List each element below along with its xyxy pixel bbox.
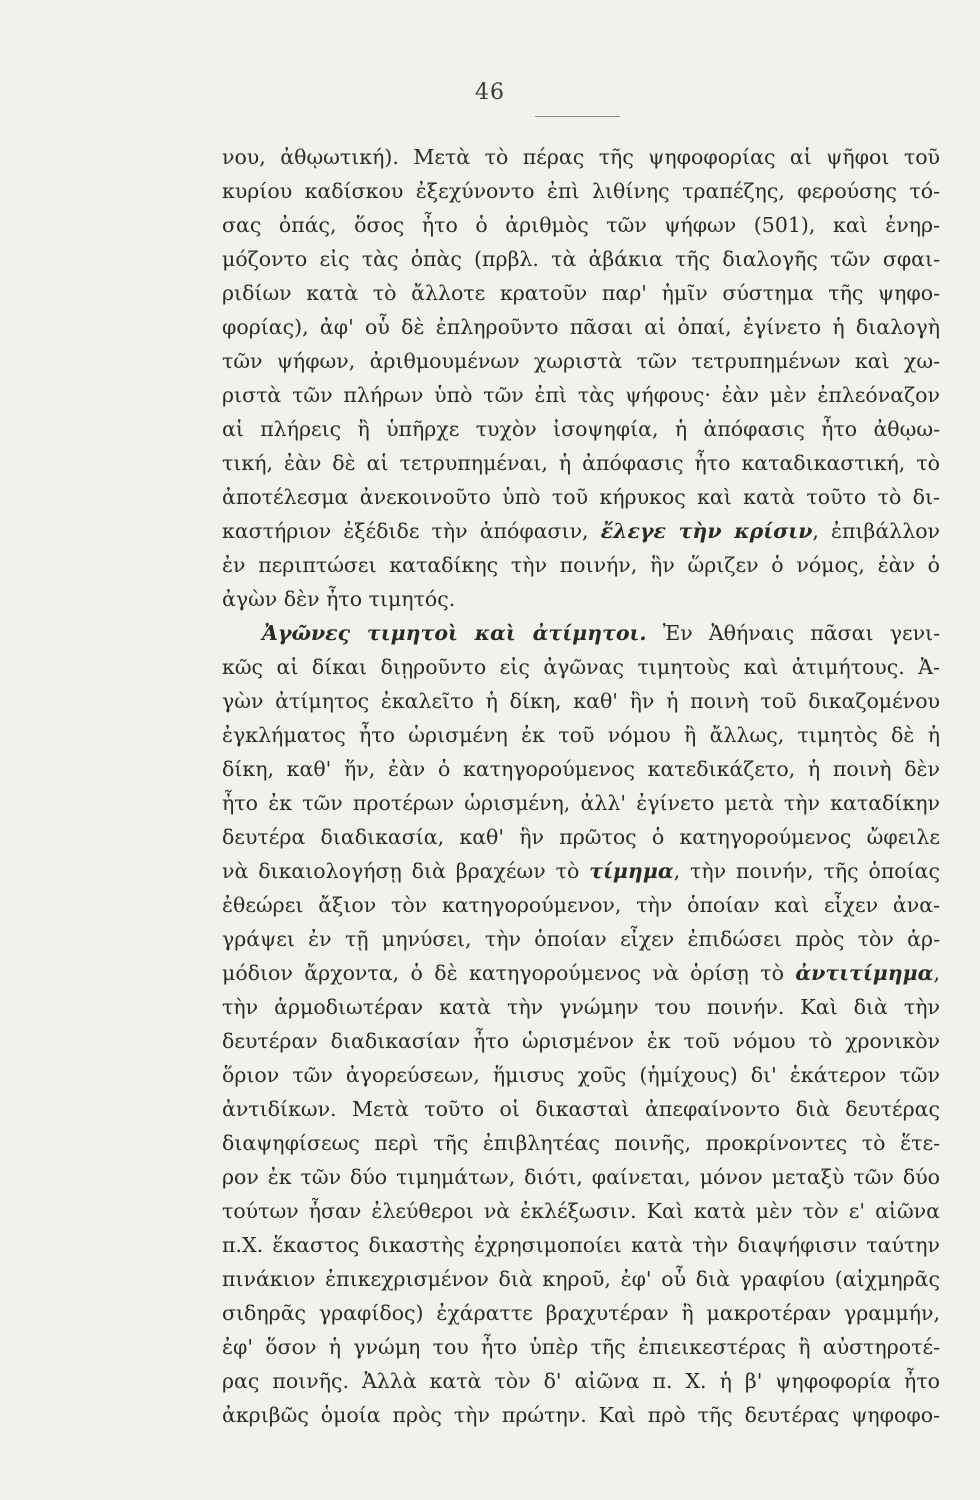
text-line: ριδίων κατὰ τὸ ἄλλοτε κρατοῦν παρ' ἡμῖν σύστημα τῆς ψηφο- bbox=[222, 281, 940, 305]
text-segment: Ἐν Ἀθήναις πᾶσαι γενι- bbox=[646, 621, 940, 645]
page-number: 46 bbox=[475, 80, 505, 105]
text-line: διαψηφίσεως περὶ τῆς ἐπιβλητέας ποινῆς, προκρίνοντες τὸ ἕτε- bbox=[222, 1131, 940, 1155]
text-line: σιδηρᾶς γραφίδος) ἐχάραττε βραχυτέραν ἢ μακροτέραν γραμμήν, bbox=[222, 1301, 940, 1325]
text-line: φορίας), ἀφ' οὗ δὲ ἐπληροῦντο πᾶσαι αἱ ὀπαί, ἐγίνετο ἡ διαλογὴ bbox=[222, 315, 940, 339]
page-number-rule bbox=[535, 116, 620, 117]
text-line: ἐφ' ὅσον ἡ γνώμη του ἦτο ὑπὲρ τῆς ἐπιεικεστέρας ἢ αὐστηροτέ- bbox=[222, 1335, 940, 1359]
text-line: γράψει ἐν τῇ μηνύσει, τὴν ὁποίαν εἶχεν ἐπιδώσει πρὸς τὸν ἁρ- bbox=[222, 927, 940, 951]
emphasis-term: ἀντιτίμημα bbox=[795, 961, 934, 985]
text-line: ἀγὼν δὲν ἦτο τιμητός. bbox=[222, 587, 456, 611]
text-segment: καστήριον ἐξέδιδε τὴν ἀπόφασιν, bbox=[222, 519, 589, 543]
text-line: νου, ἀθῳωτική). Μετὰ τὸ πέρας τῆς ψηφοφορίας αἱ ψῆφοι τοῦ bbox=[222, 145, 940, 169]
text-line bbox=[222, 854, 940, 888]
text-line bbox=[222, 514, 940, 548]
text-line bbox=[222, 956, 940, 990]
text-line: ἦτο ἐκ τῶν προτέρων ὡρισμένη, ἀλλ' ἐγίνετο μετὰ τὴν καταδίκην bbox=[222, 791, 940, 815]
text-line: πινάκιον ἐπικεχρισμένον διὰ κηροῦ, ἐφ' οὗ διὰ γραφίου (αἰχμηρᾶς bbox=[222, 1267, 940, 1291]
text-line: ἐθεώρει ἄξιον τὸν κατηγορούμενον, τὴν ὁποίαν καὶ εἶχεν ἀνα- bbox=[222, 893, 940, 917]
text-line: αἱ πλήρεις ἢ ὑπῆρχε τυχὸν ἰσοψηφία, ἡ ἀπόφασις ἦτο ἀθῳω- bbox=[222, 417, 940, 441]
text-line: ἀποτέλεσμα ἀνεκοινοῦτο ὑπὸ τοῦ κήρυκος καὶ κατὰ τοῦτο τὸ δι- bbox=[222, 485, 940, 509]
text-segment: νὰ δικαιολογήσῃ διὰ βραχέων τὸ bbox=[222, 859, 580, 883]
text-line: δίκη, καθ' ἥν, ἐὰν ὁ κατηγορούμενος κατεδικάζετο, ἡ ποινὴ δὲν bbox=[222, 757, 940, 781]
body-text bbox=[222, 140, 940, 1432]
text-segment: , ἐπιβάλλον bbox=[812, 519, 940, 543]
text-line: τική, ἐὰν δὲ αἱ τετρυπημέναι, ἡ ἀπόφασις ἦτο καταδικαστική, τὸ bbox=[222, 451, 940, 475]
text-segment: , bbox=[933, 961, 940, 985]
text-line: ἀκριβῶς ὁμοία πρὸς τὴν πρώτην. Καὶ πρὸ τῆς δευτέρας ψηφοφο- bbox=[222, 1403, 940, 1427]
text-line: δευτέραν διαδικασίαν ἦτο ὡρισμένον ἐκ τοῦ νόμου τὸ χρονικὸν bbox=[222, 1029, 940, 1053]
text-line: μόζοντο εἰς τὰς ὀπὰς (πρβλ. τὰ ἀβάκια τῆς διαλογῆς τῶν σφαι- bbox=[222, 247, 940, 271]
text-line: ἐγκλήματος ἦτο ὡρισμένη ἐκ τοῦ νόμου ἢ ἄλλως, τιμητὸς δὲ ἡ bbox=[222, 723, 940, 747]
text-line: κυρίου καδίσκου ἐξεχύνοντο ἐπὶ λιθίνης τραπέζης, φερούσης τό- bbox=[222, 179, 940, 203]
text-line: π.Χ. ἕκαστος δικαστὴς ἐχρησιμοποίει κατὰ τὴν διαψήφισιν ταύτην bbox=[222, 1233, 940, 1257]
text-segment: , τὴν ποινήν, τῆς ὁποίας bbox=[673, 859, 940, 883]
text-line: κῶς αἱ δίκαι διῃροῦντο εἰς ἀγῶνας τιμητοὺς καὶ ἀτιμήτους. Ἀ- bbox=[222, 655, 940, 679]
text-line: ὅριον τῶν ἀγορεύσεων, ἥμισυς χοῦς (ἡμίχους) δι' ἑκάτερον τῶν bbox=[222, 1063, 940, 1087]
text-line: γὼν ἀτίμητος ἐκαλεῖτο ἡ δίκη, καθ' ἣν ἡ ποινὴ τοῦ δικαζομένου bbox=[222, 689, 940, 713]
text-segment: μόδιον ἄρχοντα, ὁ δὲ κατηγορούμενος νὰ ὁρίσῃ τὸ bbox=[222, 961, 784, 985]
text-line: τὴν ἁρμοδιωτέραν κατὰ τὴν γνώμην του ποινήν. Καὶ διὰ τὴν bbox=[222, 995, 940, 1019]
text-line: ρας ποινῆς. Ἀλλὰ κατὰ τὸν δ' αἰῶνα π. Χ. ἡ β' ψηφοφορία ἦτο bbox=[222, 1369, 940, 1393]
emphasis-term: τίμημα bbox=[589, 859, 674, 883]
text-line: τούτων ἦσαν ἐλεύθεροι νὰ ἐκλέξωσιν. Καὶ κατὰ μὲν τὸν ε' αἰῶνα bbox=[222, 1199, 940, 1223]
text-line: ριστὰ τῶν πλήρων ὑπὸ τῶν ἐπὶ τὰς ψήφους· ἐὰν μὲν ἐπλεόναζον bbox=[222, 383, 940, 407]
text-line: σας ὀπάς, ὅσος ἦτο ὁ ἀριθμὸς τῶν ψήφων (501), καὶ ἐνηρ- bbox=[222, 213, 940, 237]
text-line: τῶν ψήφων, ἀριθμουμένων χωριστὰ τῶν τετρυπημένων καὶ χω- bbox=[222, 349, 940, 373]
emphasis-phrase: ἔλεγε τὴν κρίσιν bbox=[600, 519, 813, 543]
text-line: ἀντιδίκων. Μετὰ τοῦτο οἱ δικασταὶ ἀπεφαίνοντο διὰ δευτέρας bbox=[222, 1097, 940, 1121]
text-line: ρον ἐκ τῶν δύο τιμημάτων, διότι, φαίνεται, μόνον μεταξὺ τῶν δύο bbox=[222, 1165, 940, 1189]
section-heading: Ἀγῶνες τιμητοὶ καὶ ἀτίμητοι. bbox=[262, 621, 647, 645]
text-line: ἐν περιπτώσει καταδίκης τὴν ποινήν, ἣν ὥριζεν ὁ νόμος, ἐὰν ὁ bbox=[222, 553, 940, 577]
section-heading-line bbox=[222, 616, 940, 650]
text-line: δευτέρα διαδικασία, καθ' ἣν πρῶτος ὁ κατηγορούμενος ὤφειλε bbox=[222, 825, 940, 849]
